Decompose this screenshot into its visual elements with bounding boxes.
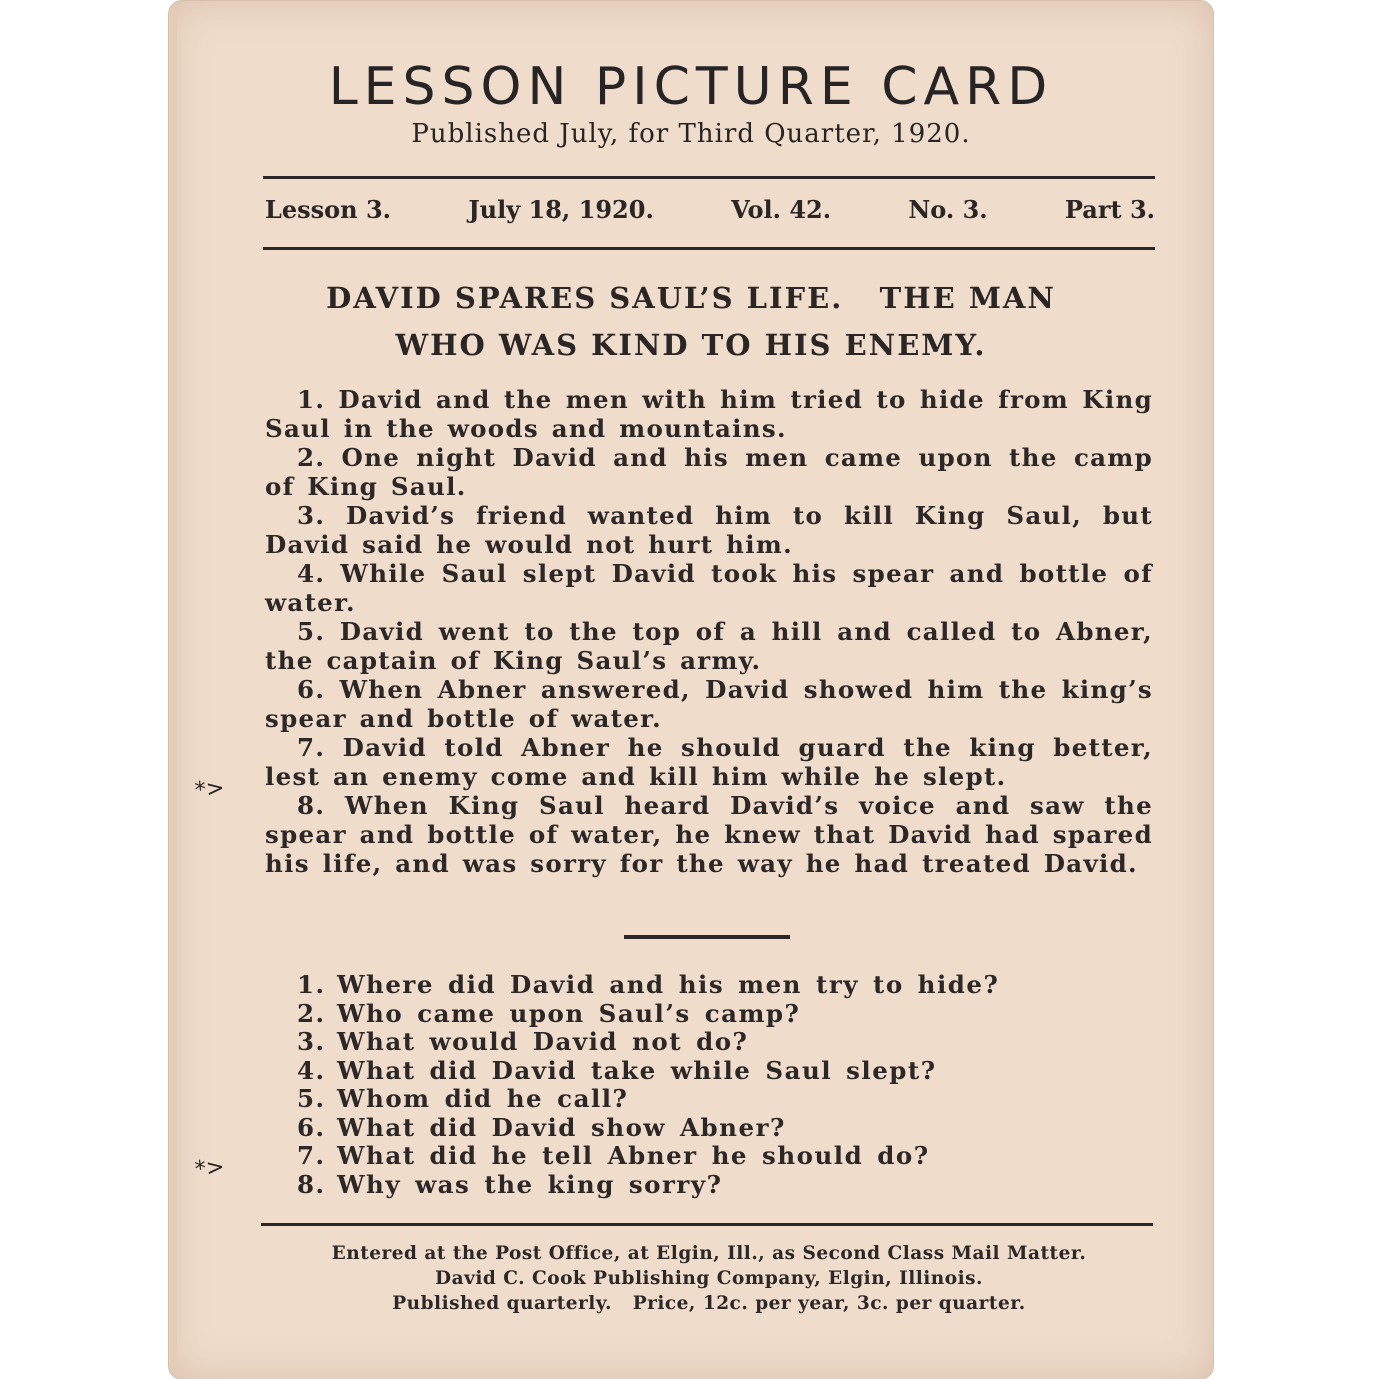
question-item (297, 1114, 999, 1143)
paragraph: 5. David went to the top of a hill and called to Abner, the captain of King Saul’s army. (265, 617, 1153, 675)
lesson-card (168, 0, 1214, 1379)
question-item (297, 1085, 999, 1114)
question-number: 3. (297, 1027, 326, 1056)
lesson-heading-line-2: WHO WAS KIND TO HIS ENEMY. (395, 328, 987, 362)
question-item (297, 1142, 999, 1171)
volume-number: Vol. 42. (731, 195, 832, 224)
lesson-body (265, 385, 1153, 878)
paragraph: 3. David’s friend wanted him to kill King Saul, but David said he would not hurt him. (265, 501, 1153, 559)
question-item (297, 1000, 999, 1029)
question-list (297, 971, 999, 1199)
paragraph: 2. One night David and his men came upon the camp of King Saul. (265, 443, 1153, 501)
question-text: What did David take while Saul slept? (337, 1055, 937, 1085)
question-item (297, 1171, 999, 1200)
meta-divider (263, 247, 1155, 250)
top-divider (263, 176, 1155, 179)
question-text: Whom did he call? (337, 1084, 629, 1113)
question-number: 6. (297, 1112, 326, 1142)
question-text: What did David show Abner? (337, 1112, 786, 1142)
paragraph: 4. While Saul slept David took his spear and bottle of water. (265, 559, 1153, 617)
issue-number: No. 3. (908, 195, 988, 224)
paragraph: 6. When Abner answered, David showed him the king’s spear and bottle of water. (265, 675, 1153, 733)
section-divider (624, 935, 790, 939)
question-text: What did he tell Abner he should do? (337, 1141, 930, 1170)
question-text: Who came upon Saul’s camp? (337, 998, 801, 1028)
question-number: 1. (297, 970, 326, 999)
part-number: Part 3. (1064, 195, 1155, 224)
paragraph: 7. David told Abner he should guard the king better, lest an enemy come and kill him while he slept. (265, 733, 1153, 791)
paragraph: 1. David and the men with him tried to hide from King Saul in the woods and mountains. (265, 385, 1153, 443)
question-text: What would David not do? (337, 1027, 749, 1056)
question-number: 4. (297, 1055, 326, 1085)
footer-line-3: Published quarterly. Price, 12c. per year, 3c. per quarter. (392, 1293, 1026, 1314)
question-text: Why was the king sorry? (337, 1169, 723, 1199)
lesson-heading-line-1: DAVID SPARES SAUL’S LIFE. THE MAN (326, 281, 1056, 315)
paragraph: 8. When King Saul heard David’s voice and saw the spear and bottle of water, he knew that David had spared his life, and was sorry for the way he had treated David. (265, 791, 1153, 878)
question-number: 7. (297, 1141, 326, 1170)
question-number: 8. (297, 1169, 326, 1199)
lesson-number: Lesson 3. (265, 195, 392, 224)
question-item (297, 1057, 999, 1086)
question-number: 2. (297, 998, 326, 1028)
lesson-meta (265, 195, 1155, 224)
footer-line-2: David C. Cook Publishing Company, Elgin, Illinois. (435, 1268, 983, 1289)
question-item (297, 971, 999, 1000)
card-title: LESSON PICTURE CARD (328, 57, 1054, 117)
question-item (297, 1028, 999, 1057)
footer-line-1: Entered at the Post Office, at Elgin, Ill., as Second Class Mail Matter. (331, 1243, 1087, 1264)
question-text: Where did David and his men try to hide? (337, 970, 1000, 999)
handwritten-star-mark: *> (193, 775, 226, 804)
card-subtitle: Published July, for Third Quarter, 1920. (411, 119, 971, 149)
handwritten-star-mark: *> (193, 1154, 226, 1183)
footer-divider (261, 1223, 1153, 1226)
lesson-date: July 18, 1920. (468, 195, 654, 224)
publication-footer (265, 1241, 1153, 1316)
question-number: 5. (297, 1084, 326, 1113)
